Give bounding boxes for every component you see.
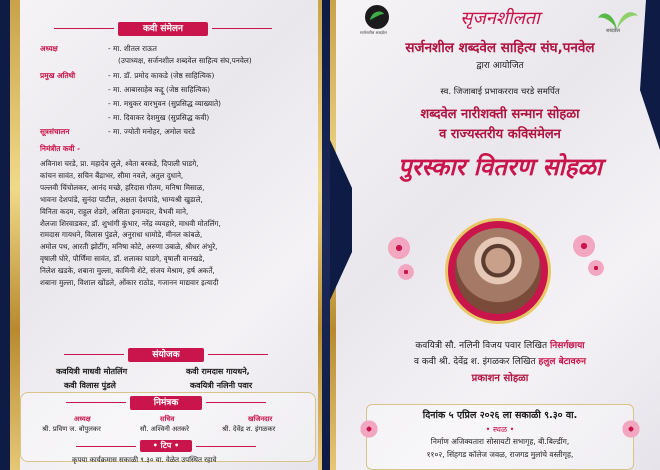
official-name: - मा. ज्योती मनोहर, अमोल चरडे [108,127,195,136]
leaf-logo-icon [360,4,394,30]
flower-decoration [358,418,380,440]
flower-decoration [570,232,598,260]
right-logo-caption: शब्दवेल [606,28,620,34]
panel-divider [322,0,330,470]
event-title-line2: व राज्यस्तरीय कविसंमेलन [439,127,561,142]
flower-decoration [586,258,606,278]
convener-name: कवी रामदास गायधने, [186,367,250,376]
book-line-1 [346,338,654,351]
venue-label: • स्थळ • [485,425,515,434]
official-name: (उपाध्यक्ष, सर्जनशील शब्दवेल साहित्य संघ,पनवेल) [118,56,252,65]
left-gold-border [10,0,20,470]
book-line-1-text: कवयित्री सौ. नलिनी विजय पवार लिखित [415,341,550,351]
portrait-photo [455,228,541,314]
inviter-name: श्री. प्रविण ज. बोपुलकर [42,425,101,433]
official-name: - मा. डॉ. प्रमोद काकडे (जेष्ठ साहित्यिक) [108,71,215,80]
invited-poets-list [40,158,308,289]
poet-line: कांचन सावंत, सचिन बैंद्राभर, सीमा नवले, अतुल दुधाने, [40,170,184,180]
invited-poets-label: निमंत्रीत कवी - [40,144,81,153]
flower-decoration [385,234,413,262]
main-title: पुरस्कार वितरण सोहळा [397,152,602,181]
inviter-role: अध्यक्ष [74,415,91,423]
book-line-2-text: व कवी श्री. देवेंद्र श. इंगळकर लिखित [413,357,539,367]
book-title-2: हलुल बेटावरुन [538,357,587,367]
convener-name: कवी विलास पुंडले [64,381,116,390]
event-date: दिनांक ५ एप्रिल २०२६ ला सकाळी ९.३० वा. [422,410,578,421]
poet-line: शबाना मुल्ला, विशाल खोंडले, ओंकार राठोड, गजानन माद्यवार इत्यादी [40,278,219,288]
flower-decoration [396,262,416,282]
organization-name: सर्जनशील शब्दवेल साहित्य संघ,पनवेल [405,40,595,56]
note-ribbon: • टिप • [140,440,192,452]
poet-line: वृषाली घोरे, पौर्णिमा सावंत, डॉ. शलाका घाडगे, वृषाली वानखडे, [40,254,205,264]
inviter-role: खजिनदार [248,415,273,423]
convener-name: कवयित्री माधवी मोतलिंग [56,367,128,376]
book-line-2 [346,354,654,367]
poet-line: शैलजा शिरवाडकर, डॉ. शुभांगी कुंभार, नरेंद्र व्यवहारे, माधवी मोतलिंग, [40,218,221,228]
left-logo [360,4,394,30]
poet-line: अविनाश चरडे, प्रा. महादेव लुले, श्वेता बरकडे, दिपाली घाडगे, [40,159,199,168]
inviter-ribbon: निमंत्रक [130,396,202,410]
official-role: प्रमुख अतिथी [40,71,76,80]
script-title: सृजनशीलता [460,8,540,29]
inviter-name: सौ. अश्विनी अतकरे [140,425,190,433]
left-logo-caption: सर्जनशील शब्दवेल [360,30,387,35]
book-title-1: निसर्गछाया [549,341,585,351]
poet-line: अमोल पथ, आरती झोटींग, मनिषा कोटे, अरुणा उबाळे, श्रीधर अंभुरे, [40,242,218,252]
poet-line: रामदास गायधने, विलास पुंडले, अनुराधा धामोडे, मीनल कांबळे, [40,230,203,240]
venue-line-2: ११०२, सिंहगड कॉलेज जवळ, राजगड मुलांचे वस्तीगृह, [426,450,574,459]
poet-line: निलेश खडके, शबाना मुल्ला, कामिनी शेटे, संजय मेश्राम, हर्ष अकर्ते, [40,266,215,276]
event-title-line1: शब्दवेल नारीशक्ती सन्मान सोहळा [420,107,580,122]
official-name: - मा. आबासाहेब कद्दू (जेष्ठ साहित्यिक) [108,85,211,94]
left-inner-gold-border [318,0,322,470]
poet-line: भावना देशपांडे, सुनंदा पाटील, अक्षता देशपांडे, भाग्यश्री खुडाले, [40,194,203,204]
note-text: कृपया कार्यक्रमास सकाळी ९.३० वा. वेळेत उपस्थित रहावे [72,456,217,464]
book-line-3: प्रकाशन सोहळा [471,373,529,384]
venue-line-1: निर्माण अजिक्यतारा सोसायटी सभागृह, बी.बिल्डींग, [430,437,570,446]
dedication: स्व. जिजाबाई प्रभाकरराव चरडे समर्पित [440,87,560,97]
official-role: अध्यक्ष [40,44,58,53]
left-navy-border [0,0,10,470]
poet-line: पल्लवी चिंचोलकर, आनंद मच्छे, हरिदास गौतम, मनिषा मिसाळ, [40,182,205,192]
poet-line: विनिता कदम, राहुल शेडगे, असिता इनामदार, वैभवी माने, [40,206,189,216]
official-role: सूत्रसंचालन [40,127,70,136]
inviter-role: सचिव [160,415,175,423]
inviter-name: श्री. देवेंद्र श. इंगळकर [222,425,276,433]
official-name: - मा. मधुकर वारभुवन (सुप्रसिद्ध व्याख्याते) [108,99,222,108]
poets-ribbon: कवी संमेलन [118,22,208,36]
official-name: - मा. दिवाकर देशमुख (सुप्रसिद्ध कवी) [108,113,210,122]
flower-decoration [620,418,642,440]
organized-by: द्वारा आयोजित [476,61,524,71]
official-name: - मा. शीतल राऊत [108,44,157,53]
convener-name: कवयित्री नलिनी पवार [190,381,253,390]
convener-ribbon: संयोजक [128,348,204,362]
